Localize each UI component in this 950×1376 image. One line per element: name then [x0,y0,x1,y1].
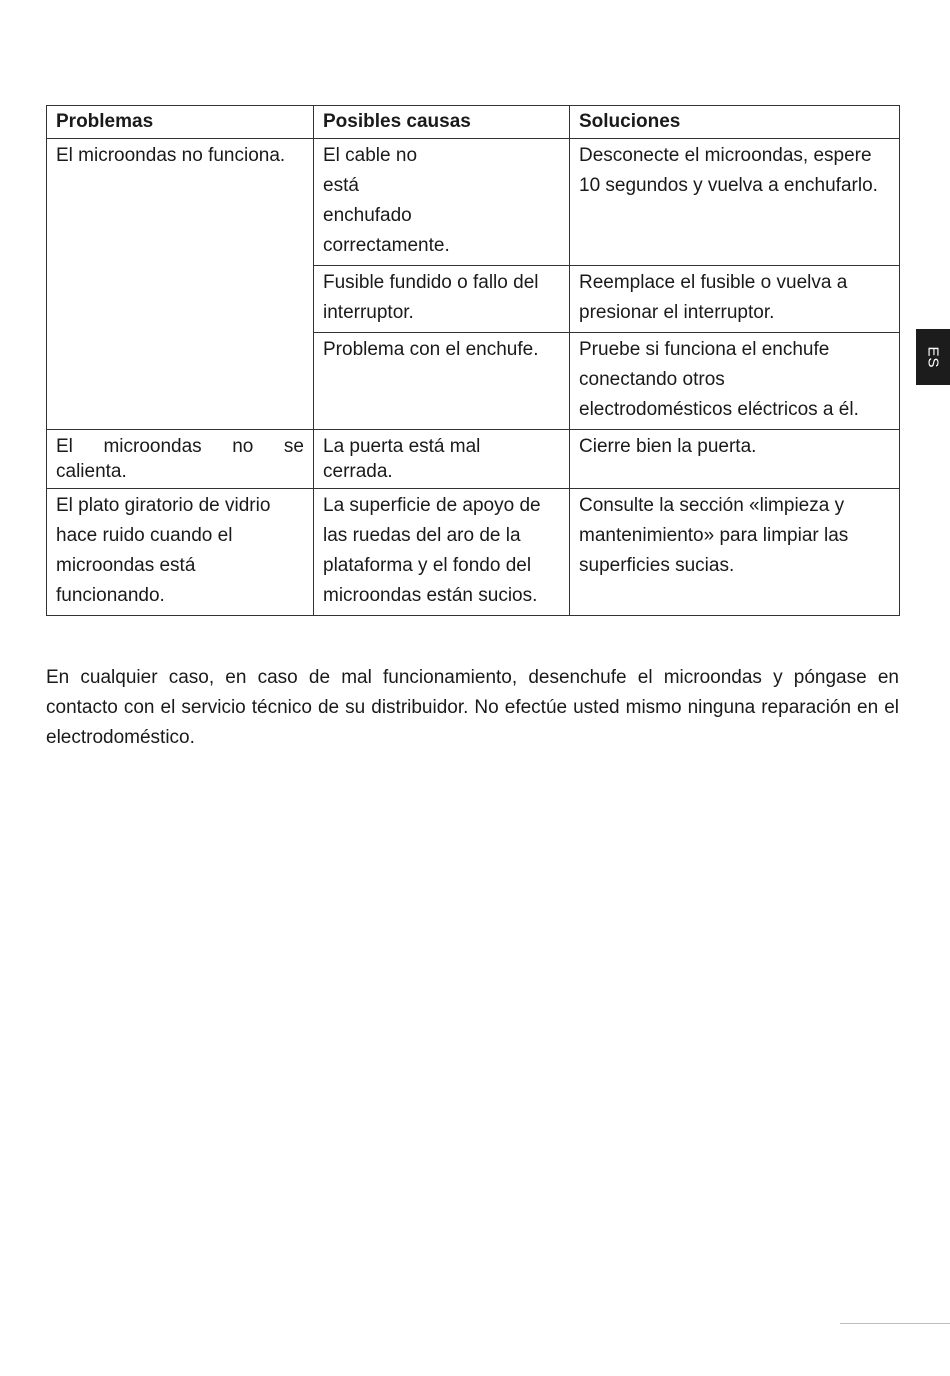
cause-cell: La superficie de apoyo de las ruedas del aro de la plataforma y el fondo del microondas están sucios. [314,489,570,616]
cause-cell: El cable no está enchufado correctamente. [314,139,570,266]
table-row [47,139,900,266]
header-problems: Problemas [47,106,314,139]
language-tab [916,329,950,385]
table-row [47,430,900,489]
table-row [47,489,900,616]
solution-cell: Cierre bien la puerta. [570,430,900,489]
malfunction-note: En cualquier caso, en caso de mal funcionamiento, desenchufe el microondas y póngase en contacto con el servicio técnico de su distribuidor. No efectúe usted mismo ninguna reparación en el electrodoméstico. [46,667,899,748]
header-solutions: Soluciones [570,106,900,139]
solution-cell: Desconecte el microondas, espere 10 segundos y vuelva a enchufarlo. [570,139,900,266]
problem-cell: El plato giratorio de vidrio hace ruido cuando el microondas está funcionando. [47,489,314,616]
cause-cell: Problema con el enchufe. [314,333,570,430]
table-header-row [47,106,900,139]
cause-cell: La puerta está mal cerrada. [314,430,570,489]
cause-cell: Fusible fundido o fallo del interruptor. [314,266,570,333]
problem-cell [47,430,314,489]
problem-cell: El microondas no funciona. [47,139,314,430]
solution-cell: Consulte la sección «limpieza y mantenimiento» para limpiar las superficies sucias. [570,489,900,616]
language-tab-label: ES [924,345,942,369]
page-footer-rule [840,1323,950,1324]
problem-text: El microondas no se calienta. [56,436,304,482]
troubleshooting-table [46,105,900,616]
solution-cell: Pruebe si funciona el enchufe conectando otros electrodomésticos eléctricos a él. [570,333,900,430]
solution-cell: Reemplace el fusible o vuelva a presionar el interruptor. [570,266,900,333]
header-causes: Posibles causas [314,106,570,139]
